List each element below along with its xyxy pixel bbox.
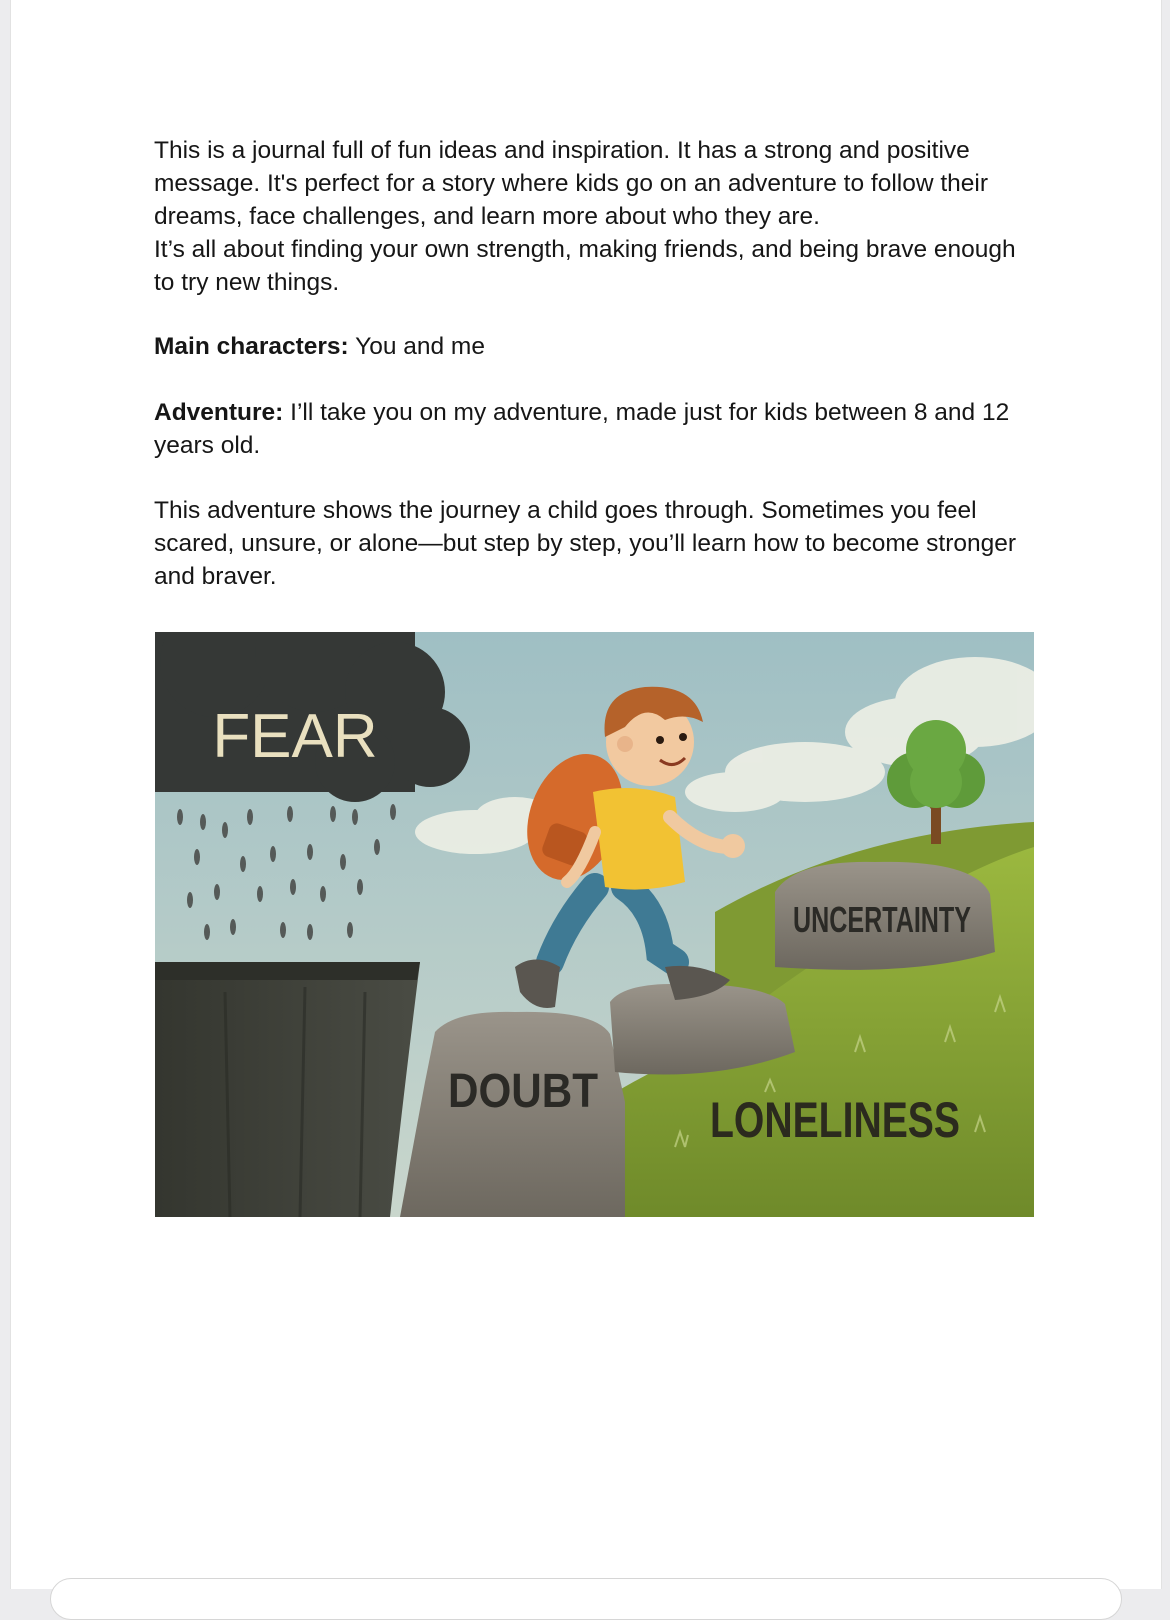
middle-rock xyxy=(610,984,795,1075)
main-characters-text: You and me xyxy=(348,333,485,360)
main-characters-label: Main characters: xyxy=(154,333,349,360)
intro-line-1: This is a journal full of fun ideas and inspiration. It has a strong and positive message. It's perfect for a story where kids go on an adventure to follow their dreams, face challenges, and learn more about who they are. xyxy=(154,137,989,230)
shirt xyxy=(593,788,685,890)
journey-paragraph xyxy=(154,494,1034,593)
uncertainty-label: UNCERTAINTY xyxy=(793,899,971,940)
cliff xyxy=(155,962,420,1217)
main-characters-paragraph xyxy=(154,330,1034,363)
adventure-illustration xyxy=(155,632,1034,1217)
bottom-toolbar xyxy=(50,1578,1122,1620)
journey-text: This adventure shows the journey a child goes through. Sometimes you feel scared, unsure, or alone—but step by step, you’ll learn how to become stronger and braver. xyxy=(154,497,1017,590)
intro-line-2: It’s all about finding your own strength, making friends, and being brave enough to try new things. xyxy=(154,236,1016,296)
adventure-label: Adventure: xyxy=(154,399,284,426)
intro-paragraph xyxy=(154,134,1034,299)
document-page xyxy=(10,0,1162,1589)
doubt-label: DOUBT xyxy=(448,1065,598,1118)
adventure-paragraph xyxy=(154,396,1034,462)
loneliness-label: LONELINESS xyxy=(710,1092,960,1148)
adventure-text: I’ll take you on my adventure, made just for kids between 8 and 12 years old. xyxy=(154,399,1010,459)
fear-label: FEAR xyxy=(212,702,378,771)
